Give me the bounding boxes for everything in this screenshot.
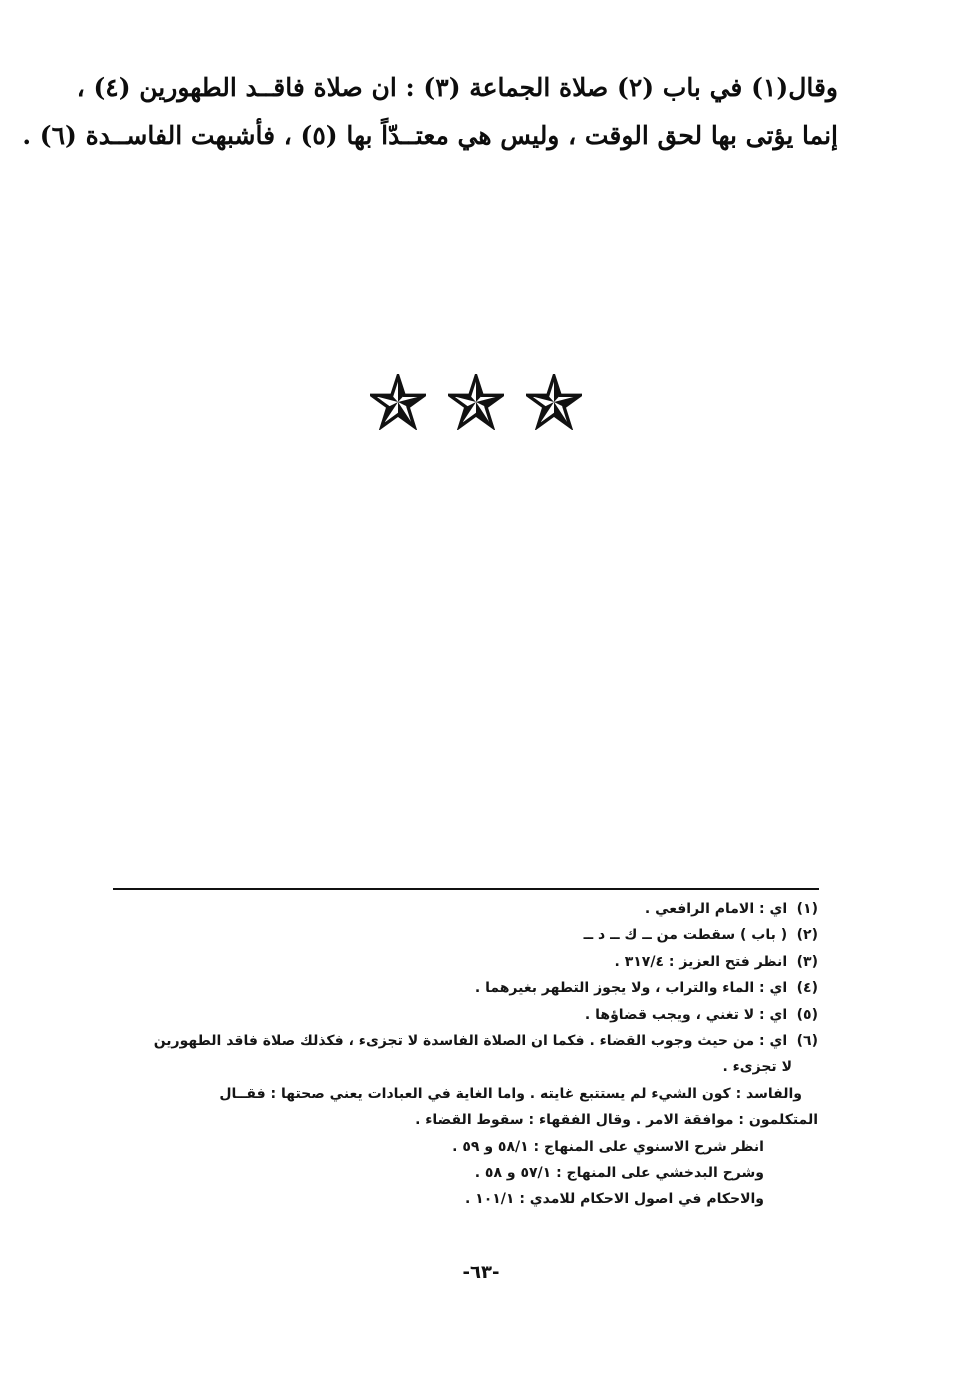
footnote-number: (١) [796, 901, 818, 917]
footnote-3 [118, 949, 818, 975]
footnote-4 [118, 975, 818, 1001]
footnotes-block [118, 896, 818, 1213]
footnote-number: (٤) [796, 980, 818, 997]
footnote-5 [118, 1002, 818, 1028]
footnote-separator [113, 888, 819, 890]
footnote-number: (٦) [796, 1033, 818, 1050]
footnote-number: (٣) [796, 953, 818, 970]
main-text-line-2: إنما يؤتى بها لحق الوقت ، وليس هي معتــدّاً بها (٥) ، فأشبهت الفاســدة (٦) . [22, 121, 838, 150]
footnote-number: (٥) [796, 1006, 818, 1023]
page-number: -٦٣- [462, 1262, 500, 1283]
footnote-number: (٢) [796, 927, 818, 944]
footnote-text: اي : لا تغني ، ويجب قضاؤها . [584, 1006, 788, 1023]
footnote-text: اي : من حيث وجوب القضاء . فكما ان الصلاة الفاسدة لا تجزىء ، فكذلك صلاة فاقد الطهورين [153, 1033, 788, 1050]
footnote-6-reference: والاحكام في اصول الاحكام للامدي : ١٠١/١ . [464, 1191, 764, 1208]
star-icon [526, 374, 582, 430]
footnote-6-continuation: والفاسد : كون الشيء لم يستتبع غايته . واما الغاية في العبادات يعني صحتها : فقــال [219, 1085, 802, 1102]
footnote-6-continuation: لا تجزىء . [722, 1059, 792, 1076]
star-icon [370, 374, 426, 430]
star-icon [448, 374, 504, 430]
footnote-6-reference: انظر شرح الاسنوي على المنهاج : ٥٨/١ و ٥٩ . [452, 1138, 764, 1155]
footnote-6-continuation: المتكلمون : موافقة الامر . وقال الفقهاء : سقوط القضاء . [415, 1112, 818, 1129]
footnote-text: اي : الامام الرافعي . [644, 901, 788, 917]
footnote-1 [118, 896, 818, 922]
footnote-text: اي : الماء والتراب ، ولا يجوز التطهر بغيرهما . [474, 980, 788, 997]
footnote-6-reference: وشرح البدخشي على المنهاج : ٥٧/١ و ٥٨ . [474, 1165, 764, 1182]
three-stars-ornament [370, 372, 582, 432]
footnote-text: ( باب ) سقطت من ــ ك ــ د ــ [583, 927, 788, 944]
footnote-text: انظر فتح العزيز : ٣١٧/٤ . [614, 953, 788, 970]
footnote-6 [118, 1028, 818, 1054]
footnote-2 [118, 922, 818, 948]
main-text-line-1: وقال(١) في باب (٢) صلاة الجماعة (٣) : ان صلاة فاقــد الطهورين (٤) ، [76, 73, 838, 102]
main-text-block [22, 64, 838, 160]
